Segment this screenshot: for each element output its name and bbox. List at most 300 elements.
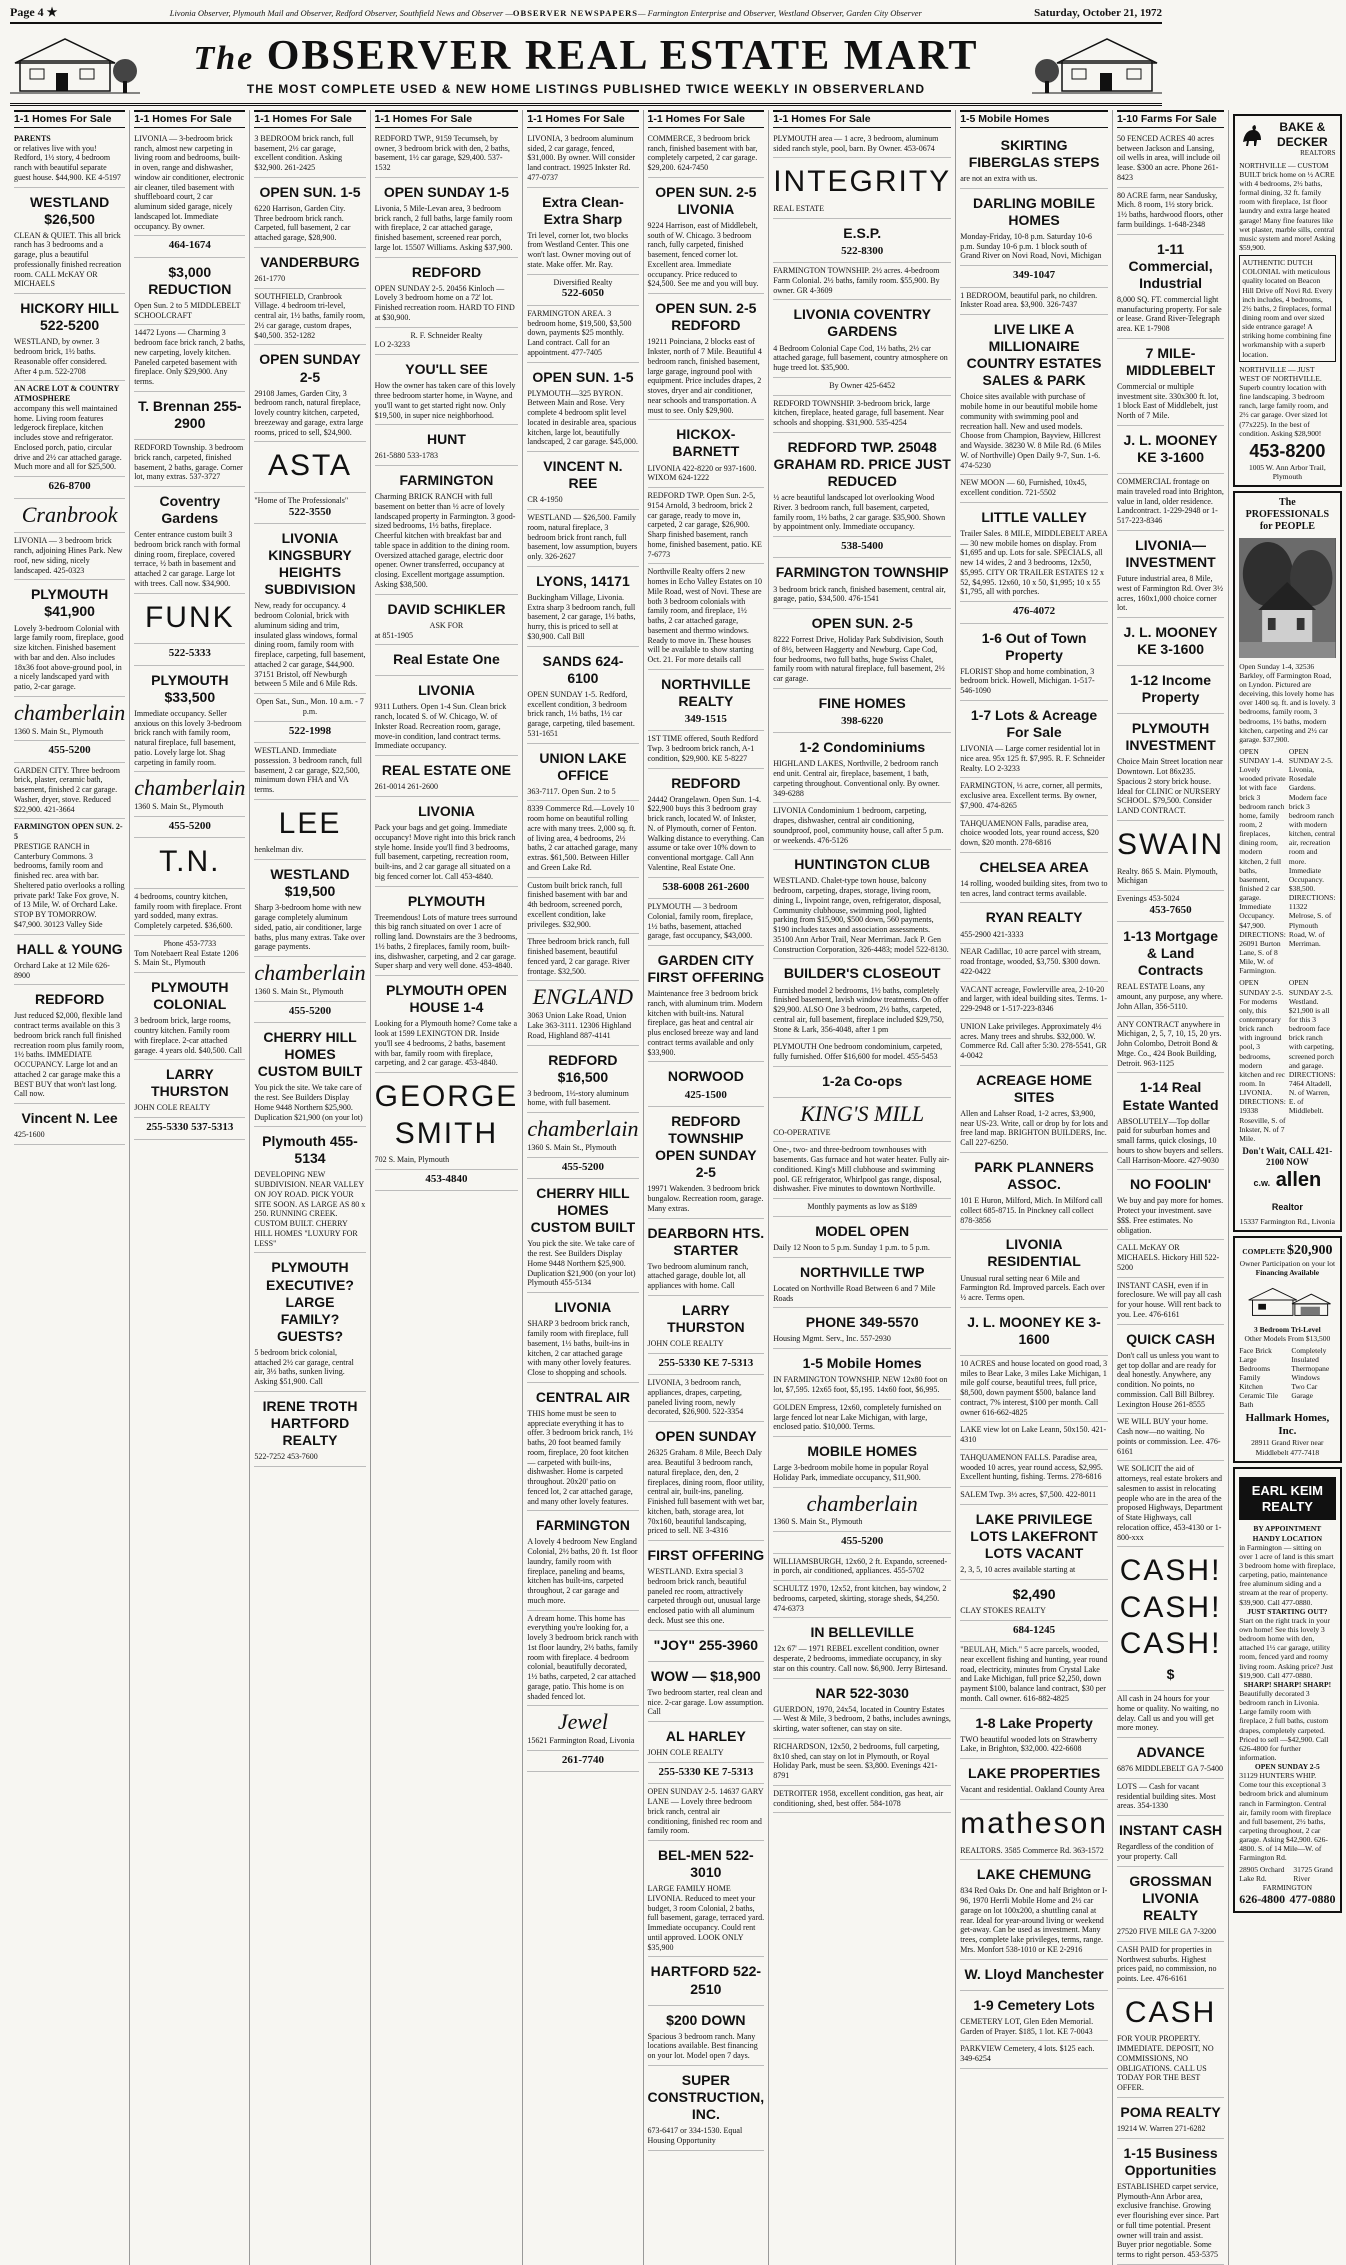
ad-body: WILLIAMSBURGH, 12x60, 2 ft. Expando, screened-in porch, air conditioned, appliances. 455-5702 [773, 1556, 948, 1576]
ad-headline: CHELSEA AREA [979, 858, 1089, 875]
classified-ad [527, 1706, 638, 1751]
ad-headline: DARLING MOBILE HOMES [973, 194, 1096, 228]
ad-heading: PARENTS [14, 133, 51, 143]
ad-body: 12x 67' — 1971 REBEL excellent condition, owner desperate, 2 bedrooms, immediate occupancy, in sky star on this country. Call now. $6,900. Jerry Birtesand. [773, 1644, 948, 1673]
ad-headline: CHERRY HILL HOMES CUSTOM BUILT [257, 1029, 363, 1080]
classified-ad [14, 741, 125, 762]
ad-body: Choice sites available with purchase of mobile home in our beautiful mobile home community with swimming pool and recreation hall. New and used models. Choose from Champion, Bayview, Hillcrest and Wayside. 38230 W. 8 Mile Rd. (6 Miles W. of Northville) Open Daily 9-7, Sun. 1-6. 474-5230 [960, 392, 1101, 470]
ad-body: 19214 W. Warren 271-6282 [1116, 2123, 1206, 2133]
classified-ad [960, 1019, 1108, 1066]
keim-heading-1: HANDY LOCATION [1252, 1533, 1323, 1543]
professionals-title: The PROFESSIONALS for PEOPLE [1245, 497, 1330, 533]
ad-list [773, 131, 951, 1814]
classified-ad [254, 289, 365, 346]
hallmark-address: 28911 Grand River near Middlebelt 477-7418 [1251, 1438, 1324, 1457]
ad-body: SOUTHFIELD, Cranbrook Village. 4 bedroom tri-level, central air, 1½ baths, family room, 2½ car garage, custom drapes, $40,500. 352-1282 [254, 291, 365, 340]
classified-ad [254, 800, 365, 860]
ad-body: GOLDEN Empress, 12x60, completely furnished on large fenced lot near Lake Michigan, with large, enclosed patio. $10,000. Terms. [773, 1402, 942, 1432]
ad-headline: Real Estate One [393, 651, 500, 668]
classified-ad [960, 1487, 1108, 1505]
ad-body: INSTANT CASH, even if in foreclosure. We will pay all cash for your house. Will rent back to you. Lee. 476-6161 [1116, 1280, 1222, 1319]
classified-ad [960, 475, 1108, 503]
ad-body: Trailer Sales. 8 MILE, MIDDLEBELT AREA — 30 new mobile homes on display. From $1,695 and up. Lots for sale. SPECIALS, all new 14 wides, 2 and 3 bedrooms, 12x50, $5,995. CITY OR TRAILER ESTATES 12 x 52, $4,995. 12x60, 10 x 50, $1,995; 10 x 55 $1,795, all with porches. [960, 528, 1108, 597]
classified-ad [773, 1739, 951, 1786]
ad-body: PLYMOUTH area — 1 acre, 3 bedroom, aluminum sided ranch style, pool, barn. By Owner. 453-0674 [773, 133, 939, 153]
ad-body: Treemendous! Lots of mature trees surround this big ranch situated on over 1 acre of rolling land. Downstairs are the 3 bedrooms, 1½ baths, 2 fireplaces, family room, built-ins, dishwasher, carpeting, and 2 car garage. Super sharp and very well done. 453-4840. [374, 912, 518, 971]
ad-headline: REDFORD [671, 774, 741, 791]
classified-ad [1117, 2139, 1224, 2265]
classified-ad [1117, 1017, 1224, 1074]
ad-headline: LIVONIA [418, 682, 475, 699]
ad-body: 2, 3, 5, 10 acres available starting at [960, 1565, 1076, 1575]
ad-body: henkelman div. [254, 845, 304, 855]
ad-body: 8222 Forrest Drive, Holiday Park Subdivision, South of 8½, between Haggerty and Newburg. Cape Cod, four bedrooms, two full baths, huge Swiss Chalet, family room with natural fireplace, full basement, 2½ car garage. [773, 635, 945, 684]
earl-keim-logo: EARL KEIM REALTY [1239, 1477, 1335, 1521]
ad-body: 261-1770 [254, 273, 286, 283]
classified-ad [648, 294, 765, 420]
keim-city: FARMINGTON [1262, 1882, 1313, 1892]
ad-logo-text: FUNK [144, 600, 235, 634]
ad-agency-name: KING'S MILL [800, 1100, 925, 1126]
ad-phone: 255-5330 KE 7-5313 [658, 1765, 754, 1778]
ad-body: PLYMOUTH One bedroom condominium, carpeted, fully furnished. Offer $16,600 for model. 455-5453 [773, 1042, 943, 1062]
classified-ad [1117, 922, 1224, 1016]
ad-body: Two bedroom aluminum ranch, attached garage, double lot, all appliances with home. Call [647, 1261, 749, 1291]
ad-headline: NAR 522-3030 [815, 1684, 909, 1701]
classified-ad [773, 1679, 951, 1739]
classified-ad [254, 131, 365, 178]
ad-body: SALEM Twp. 3½ acres, $7,500. 422-8011 [960, 1490, 1097, 1500]
ad-body: LIVONIA — 3 bedroom brick ranch, adjoining Hines Park. New roof, new siding, nicely landscaped. 425-0323 [14, 536, 123, 575]
ad-body: Furnished model 2 bedrooms, 1½ baths, completely finished basement, lavish window treatments. On offer $29,900. ALSO One 3 bedroom, 2½ baths, carpeted, central air, full basement, fireplace included $29,750, Stone & Lark, 356-4048, after 1 pm [773, 985, 949, 1034]
ad-body: REDFORD TOWNSHIP. 3-bedroom brick, large kitchen, fireplace, heated garage, full basement. Near schools and shopping. $31,900. 535-4254 [773, 398, 944, 428]
ad-body: Large 3-bedroom mobile home in popular Royal Holiday Park, immediate occupancy, $11,900. [773, 1463, 929, 1482]
ad-body: Orchard Lake at 12 Mile 626-8900 [14, 960, 110, 980]
ad-body: LO 2-3233 [374, 340, 410, 350]
classified-ad [254, 1023, 365, 1127]
ad-body: Tom Notebaert Real Estate 1206 S. Main St., Plymouth [134, 948, 239, 968]
ad-body: or relatives live with you! Redford, 1½ story, 4 bedroom ranch with beautiful separate guest house. $44,900. KE 4-5197 [14, 143, 121, 182]
classified-ad [648, 1631, 765, 1662]
ad-logo-text: T.N. [159, 845, 221, 879]
ad-heading: AN ACRE LOT & COUNTRY ATMOSPHERE [14, 384, 120, 404]
classified-ad [773, 609, 951, 689]
ad-body: REALTORS. 3585 Commerce Rd. 363-1572 [960, 1845, 1104, 1855]
ad-phone: 464-1674 [168, 239, 211, 252]
ad-body: SHARP 3 bedroom brick ranch, family room with fireplace, full basement, 1½ baths, built-ins in kitchen, 2 car attached garage with many other lovely features. Close to shopping and schools. [527, 1319, 632, 1378]
classified-ad [134, 131, 245, 237]
classified-ad [134, 1118, 245, 1139]
classified-ad [134, 644, 245, 665]
classified-ad [773, 1554, 951, 1582]
ad-body: are not an extra with us. [960, 173, 1038, 183]
paper-names: Livonia Observer, Plymouth Mail and Observer, Redford Observer, Southfield News and Observer —OBSERVER NEWSPAPERS— Farmington Enterprise and Observer, Westland Observer, Garden City Observer [169, 7, 922, 18]
classified-ad [648, 420, 765, 488]
ad-body: NEW MOON — 60, Furnished, 10x45, excellent condition. 721-5502 [960, 478, 1087, 498]
classified-ad [254, 178, 365, 248]
classified-ad [773, 1532, 951, 1553]
classified-ad [648, 731, 765, 768]
ad-headline: HICKORY HILL 522-5200 [20, 300, 119, 334]
classified-ad [527, 567, 638, 647]
keim-phone-1: 626-4800 [1239, 1892, 1286, 1907]
ad-body: 1360 S. Main St., Plymouth [773, 1517, 863, 1527]
ad-headline: LAKE PRIVILEGE LOTS LAKEFRONT LOTS VACANT [970, 1510, 1098, 1562]
classified-ad [960, 1580, 1108, 1621]
ad-phone: 455-5200 [168, 819, 211, 832]
ad-body: Choice Main Street location near Downtown. Lot 86x235. Spacious 2 story brick house. Ideal for CLINIC or NURSERY SCHOOL. $79,500. Consider LAND CONTRACT. [1116, 757, 1223, 816]
ad-body: A dream home. This home has everything you're looking for, a lovely 3 bedroom brick ranch with 1st floor laundry, 2½ baths, family room with fireplace. 4 bedroom colonial, beautifully decorated, 1½ baths, carpeted, 2 car attached garage, patio. This home is on shaded fenced lot. [527, 1613, 639, 1701]
classified-ad [773, 433, 951, 537]
classified-ad [254, 694, 365, 722]
classified-ad [254, 248, 365, 289]
feature-item: Face Brick [1239, 1345, 1272, 1355]
classified-ad [1117, 1867, 1224, 1942]
ad-body: LIVONIA, 3 bedroom aluminum sided, 2 car garage, fenced, $31,000. By owner. Will consider land contract. 19925 Inkster Rd. 477-0737 [527, 133, 636, 182]
ad-body: UNION Lake privileges. Approximately 4½ acres. Many trees and shrubs. $32,000. W. Commerce Rd. Call after 5:30. 278-5541, GR 4-0042 [960, 1021, 1107, 1061]
professionals-listing-3: OPEN SUNDAY 2-5. For moderns only, this contemporary brick ranch with inground pool, 3 bedrooms, modern kitchen and rec room. In LIVONIA. DIRECTIONS: 19338 Roseville, S. of Inkster, N. of 7 Mile. [1239, 978, 1286, 1143]
ad-body: TAHQUAMENON FALLS. Paradise area, wooded 10 acres, year round access, $2,995. Excellent hunting, fishing. Terms. 278-6816 [960, 1452, 1103, 1482]
classified-ad [960, 1860, 1108, 1959]
classified-ad [960, 266, 1108, 287]
ad-body: WE WILL BUY your home. Cash now—no waiting. No points or commission. Lee. 476-6161 [1116, 1417, 1221, 1456]
ad-body: 363-7117. Open Sun. 2 to 5 [527, 786, 616, 796]
classified-ad [527, 510, 638, 567]
ad-body: ABSOLUTELY—Top dollar paid for suburban homes and small farms, quick closings, 10 hours to show buyers and sellers. Call Harrison-Moore. 427-9030 [1116, 1116, 1224, 1165]
classified-ad [375, 797, 519, 887]
ad-headline: NORWOOD [667, 1068, 744, 1085]
ad-list [375, 131, 519, 1192]
classified-ad [648, 1722, 765, 1763]
classified-ad [773, 1581, 951, 1618]
ad-headline: FARMINGTON [399, 472, 494, 489]
ad-body: CR 4-1950 [527, 495, 563, 505]
classified-ad [14, 477, 125, 498]
ad-body: Charming BRICK RANCH with full basement on better than ½ acre of lovely landscaped property in Farmington. 3 good-sized bedrooms, 1½ baths, fireplace. Cheerful kitchen with breakfast bar and table space in addition to the dining room. Oversized attached garage, electric door opener. Owner transferred, occupancy at closing. Excellent mortgage assumption. Asking $38,500. [374, 492, 516, 589]
ad-body: Evenings 453-5024 [1116, 894, 1180, 904]
ad-headline: $ [1166, 1666, 1175, 1683]
ad-body: LOTS — Cash for vacant residential building sites. Most areas. 354-1330 [1116, 1781, 1216, 1811]
ad-phone: 538-5400 [841, 540, 884, 553]
classified-ad [648, 878, 765, 899]
classified-ad [1117, 1779, 1224, 1816]
ad-headline: LARRY THURSTON [151, 1066, 229, 1100]
ad-phone: 522-6050 [561, 287, 604, 300]
ad-body: 5 bedroom brick colonial, attached 2½ car garage, central air, 3½ baths, sunken living. Asking $51,900. Call [254, 1347, 354, 1387]
ad-body: CLAY STOKES REALTY [960, 1605, 1046, 1615]
keim-text-2: Start on the right track in your own home! See this lovely 3 bedroom home with den, attached 1½ car garage, utility room, fenced yard and roomy living room. Asking price? Just $19,900. Call 477-0880. [1239, 1615, 1334, 1680]
classified-ad [773, 300, 951, 377]
classified-ad [375, 595, 519, 646]
masthead [10, 24, 1162, 106]
ad-headline: OPEN SUN. 2-5 LIVONIA [655, 183, 757, 217]
bake-phone: 453-8200 [1249, 440, 1326, 461]
ad-phone: 349-1515 [684, 712, 727, 725]
ad-phone: 255-5330 KE 7-5313 [658, 1356, 754, 1369]
classified-ad [527, 1511, 638, 1610]
ad-headline: 1-9 Cemetery Lots [973, 1996, 1095, 2013]
classified-ad [254, 722, 365, 743]
classified-ad [773, 1039, 951, 1067]
classified-ad [648, 2066, 765, 2151]
ad-centered-text: Open Sat., Sun., Mon. 10 a.m. - 7 p.m. [256, 697, 364, 716]
bake-ad-3: NORTHVILLE — JUST WEST OF NORTHVILLE. Superb country location with fine landscaping. 3 bedroom ranch, large family room, and 2½ car garage. Over sized lot (77x225). In the best of condition. Asking $28,900! [1239, 364, 1329, 438]
ad-agency-name: chamberlain [527, 1116, 639, 1142]
ad-body: Located on Northville Road Between 6 and 7 Mile Roads [773, 1283, 936, 1303]
ad-agency-name: chamberlain [14, 699, 126, 725]
ad-list [134, 131, 245, 1140]
classified-ad [773, 1258, 951, 1309]
classified-ad [375, 1170, 519, 1191]
ad-headline: ACREAGE HOME SITES [976, 1071, 1093, 1105]
ad-body: DEVELOPING NEW SUBDIVISION. NEAR VALLEY ON JOY ROAD. PICK YOUR SITE SOON. AS LARGE AS 80 x 250. RUNNING CREEK. CUSTOM BUILT. CHERRY HILL HOMES "LUXURY FOR LESS" [254, 1170, 366, 1248]
ad-headline: HUNT [427, 431, 466, 448]
classified-ad [1117, 1989, 1224, 2098]
column-6 [644, 110, 770, 2265]
classified-ad [527, 306, 638, 363]
ad-body: 1360 S. Main St., Plymouth [14, 726, 104, 736]
ad-body: Custom built brick ranch, full finished basement with bar and 4th bedroom, screened porch, excellent condition, lake privileges. $32,900. [527, 880, 628, 929]
classified-ad [960, 1505, 1108, 1580]
ad-body: WESTLAND. Immediate possession. 3 bedroom ranch, full basement, 2 car garage, $22,500, minimum down FHA and VA terms. [254, 746, 362, 795]
classified-ad [1117, 339, 1224, 426]
ad-headline: NORTHVILLE TWP [799, 1263, 925, 1280]
ad-body: IN FARMINGTON TOWNSHIP. NEW 12x80 foot on lot, $7,595. 12x65 foot, $5,195. 14x60 foot, $6,995. [773, 1375, 948, 1395]
ad-body: You pick the site. We take care of the rest. See Builders Display Home 9448 Northern $25,900. Duplication $21,900 (on your lot) [254, 1083, 363, 1122]
classified-ad [773, 1067, 951, 1098]
hallmark-other-models: Other Models From $13,500 [1244, 1334, 1331, 1344]
ad-body: 15621 Farmington Road, Livonia [527, 1736, 635, 1746]
ad-body: LIVONIA 422-8220 or 937-1600. WIXOM 624-1222 [647, 463, 757, 483]
classified-ad [960, 982, 1108, 1019]
ad-headline: LAKE CHEMUNG [976, 1866, 1092, 1883]
ad-agency-name: chamberlain [134, 775, 246, 801]
ad-headline: LIVONIA RESIDENTIAL [987, 1236, 1081, 1270]
ad-headline: VANDERBURG [260, 253, 360, 270]
ad-body: 3 bedroom brick, large rooms, country kitchen. Family room with fireplace. 2-car attached garage. 4 years old. $40,500. Call [134, 1016, 242, 1055]
classified-ad [960, 1800, 1108, 1860]
classified-columns [10, 110, 1336, 2260]
classified-ad [648, 1354, 765, 1375]
ad-body: 3 bedroom brick ranch, finished basement, central air, garage, patio, $34,500. 476-1541 [773, 584, 946, 604]
ad-headline: MODEL OPEN [815, 1222, 910, 1239]
classified-ad [254, 1253, 365, 1391]
ad-body: Buckingham Village, Livonia. Extra sharp 3 bedroom ranch, full basement, 2 car garage, 1½ baths, hurry, this is priced to sell at $30,900. Call Bill [527, 592, 636, 641]
ad-headline: NO FOOLIN' [1130, 1176, 1212, 1193]
ad-headline: IRENE TROTH HARTFORD REALTY [262, 1397, 358, 1448]
classified-ad [527, 744, 638, 802]
ad-headline: E.S.P. [843, 224, 882, 241]
classified-ad [648, 1841, 765, 1957]
classified-ad [375, 887, 519, 977]
ad-headline: J. L. MOONEY KE 3-1600 [1123, 431, 1218, 466]
classified-ad [648, 1422, 765, 1541]
classified-ad [14, 131, 125, 188]
classified-ad [960, 1066, 1108, 1153]
ad-body: PRESTIGE RANCH in Canterbury Commons. 3 bedrooms, family room and finished rec. area with bar. Sheltered patio overlooks a rolling private park! Take Fox grove, N. of 13 Mile, W. of Orchard Lake. STOP BY TOMORROW. $47,900. 30123 Valley Side [14, 841, 125, 929]
ad-body: 101 E Huron, Milford, Mich. In Milford call collect 685-8715. In Pinckney call collect 878-3856 [960, 1196, 1103, 1225]
bake-address: 1005 W. Ann Arbor Trail, Plymouth [1249, 462, 1326, 481]
ad-body: JOHN COLE REALTY [647, 1748, 724, 1758]
ad-body: SCHULTZ 1970, 12x52, front kitchen, bay window, 2 bedrooms, carpeted, skirting, storage sheds, $4,250. 474-6373 [773, 1584, 947, 1613]
ad-body: Three bedroom brick ranch, full finished basement, beautiful fenced yard, 2 car garage. River frontage. $32,500. [527, 937, 630, 976]
ad-headline: 1-14 Real Estate Wanted [1122, 1079, 1219, 1113]
classified-ad [1117, 1278, 1224, 1325]
ad-headline: FARMINGTON [535, 1517, 630, 1534]
ad-headline: 1-7 Lots & Acreage For Sale [970, 706, 1098, 741]
classified-ad [960, 816, 1108, 853]
ad-body: OPEN SUNDAY 1-5. Redford, excellent condition, 3 bedroom brick ranch, 1½ baths, 1½ car garage, carpeting, tiled basement. 531-1651 [527, 689, 635, 738]
ad-body: 1360 S. Main St., Plymouth [134, 802, 224, 812]
classified-ad [773, 1437, 951, 1488]
ad-headline: OPEN SUNDAY [655, 1428, 757, 1445]
classified-ad [134, 666, 245, 773]
classified-ad [960, 1356, 1108, 1423]
ad-body: LIVONIA, 3 bedroom ranch, appliances, drapes, carpeting, paneled living room, newly decorated, $26,900. 522-3354 [647, 1378, 744, 1417]
ad-body: Pack your bags and get going. Immediate occupancy! Move right into this brick ranch style home. Inside you'll find 3 bedrooms, full basement, carpeting, recreation room, built-ins, and 2 car garage all situated on a big fenced corner lot. Call 453-4840. [374, 823, 516, 881]
ad-body: Center entrance custom built 3 bedroom brick ranch with formal dining room, fireplace, covered terrace, ½ bath in basement and attached 2 car garage. Large lot with trees. Call now. $34,900. [134, 530, 241, 588]
classified-ad [1117, 1414, 1224, 1461]
classified-ad [375, 178, 519, 258]
classified-ad [1117, 821, 1224, 891]
classified-ad [1117, 235, 1224, 339]
ad-headline: PLYMOUTH $41,900 [30, 586, 109, 620]
classified-ad [1117, 1073, 1224, 1170]
classified-ad [960, 1450, 1108, 1487]
feature-item: Thermopane Windows [1291, 1363, 1330, 1383]
classified-ad [773, 1217, 951, 1258]
ad-body: 9311 Luthers. Open 1-4 Sun. Clean brick ranch, located S. of W. Chicago, W. of Inkster Road. Recreation room, garage, move-in condition, land contract terms. Immediate occupancy. [374, 702, 507, 751]
ad-headline: UNION LAKE OFFICE [539, 749, 627, 783]
ad-body: 702 S. Main, Plymouth [374, 1155, 450, 1165]
classified-ad [1117, 1170, 1224, 1240]
ad-phone: 684-1245 [1012, 1623, 1056, 1636]
column-5 [523, 110, 643, 2265]
column-8 [956, 110, 1113, 2265]
classified-ad [773, 1786, 951, 1814]
house-photo [1239, 538, 1335, 658]
ad-headline: $200 DOWN [666, 2011, 746, 2028]
classified-ad [960, 503, 1108, 602]
ad-headline: J. L. MOONEY KE 3-1600 [967, 1313, 1101, 1347]
ad-headline: J. L. MOONEY KE 3-1600 [1123, 624, 1218, 658]
ad-headline: DEARBORN HTS. STARTER [647, 1224, 765, 1258]
ad-body: LIVONIA — Large corner residential lot in nice area. 95x 125 ft. $7,995. R. F. Schneider Realty. LO 2-3233 [960, 744, 1105, 773]
ad-body: Daily 12 Noon to 5 p.m. Sunday 1 p.m. to 5 p.m. [773, 1243, 930, 1253]
classified-ad [134, 392, 245, 440]
section-heading: 1-1 Homes For Sale [773, 110, 951, 128]
tri-level-house-drawing [1239, 1277, 1335, 1323]
ad-headline: HUNTINGTON CLUB [794, 856, 931, 873]
classified-ad [648, 769, 765, 878]
classified-ad [1117, 1547, 1224, 1691]
ad-body: 261-0014 261-2600 [374, 782, 438, 792]
ad-phone: 255-5330 537-5313 [146, 1121, 234, 1134]
ad-body: FARMINGTON AREA. 3 bedroom home, $19,500, $3,500 down, payments $25 monthly. Land contract. Call for an appointment. 477-7405 [527, 308, 632, 357]
ad-centered-text: Monthly payments as low as $189 [807, 1202, 917, 1212]
ad-body: CEMETERY LOT, Glen Eden Memorial. Garden of Prayer. $185, 1 lot. KE 7-0043 [960, 2016, 1094, 2036]
classified-ad [1117, 426, 1224, 474]
classified-ad [14, 985, 125, 1104]
ad-body: We buy and pay more for homes. Protect your investment. save $$$. Free estimates. No obligation. [1116, 1196, 1224, 1235]
ad-headline: LARRY THURSTON [667, 1301, 745, 1335]
ad-headline: WESTLAND $19,500 [270, 866, 350, 900]
classified-ad [773, 689, 951, 733]
classified-ad [375, 645, 519, 676]
ad-headline: $2,490 [1012, 1585, 1056, 1602]
classified-ad [14, 580, 125, 696]
section-heading: 1-1 Homes For Sale [375, 110, 519, 128]
classified-ad [375, 1073, 519, 1170]
ad-headline: FINE HOMES [818, 694, 906, 711]
column-9 [1113, 110, 1229, 2265]
ad-body: GUERDON, 1970, 24x54, located in Country Estates — West & Mile, 3 bedroom, 2 baths, includes awnings, skirting, water softener, can stay on site. [773, 1704, 951, 1734]
ad-headline: 7 MILE-MIDDLEBELT [1125, 344, 1216, 378]
ad-body: 673-6417 or 334-1530. Equal Housing Opportunity [647, 2126, 743, 2145]
feature-item: Large Bedrooms [1239, 1354, 1271, 1373]
ad-body: 4 Bedroom Colonial Cape Cod, 1½ baths, 2½ car attached garage, full basement, country atmosphere on huge treed lot. $35,900. [773, 343, 948, 373]
ad-headline: $3,000 REDUCTION [148, 263, 232, 297]
bake-decker-ad [1233, 114, 1341, 487]
classified-ad [773, 733, 951, 803]
keim-address-1: 28905 Orchard Lake Rd. [1239, 1864, 1285, 1883]
keim-heading-2: JUST STARTING OUT? [1247, 1606, 1328, 1616]
ad-body: REAL ESTATE [773, 203, 825, 213]
ad-body: 834 Red Oaks Dr. One and half Brighton or I-96, 1970 Herrli Mobile Home and 2½ car garage on lot 100x200, a shuttling canal at rear. Ideal for year-around living or weekend get-away. Can be used as investment. Many trees, complete lake privileges, terms, range. Mrs. Monfort 538-1010 or KE 2-2916 [960, 1886, 1108, 1954]
ad-body: CALL McKAY OR MICHAELS. Hickory Hill 522-5200 [1116, 1243, 1220, 1272]
ad-body: Regardless of the condition of your property. Call [1116, 1842, 1214, 1862]
ad-headline: 1-13 Mortgage & Land Contracts [1123, 928, 1219, 979]
classified-ad [648, 1763, 765, 1784]
bake-ad-1: NORTHVILLE — CUSTOM BUILT brick home on ½ ACRE with 4 bedrooms, 2½ baths, formal dining, 32 ft. family room with fireplace, 1st floor laundry and extra large heated garage! Many fine features like wet plaster, marble sills, central music system and more! Asking $59,900. [1239, 160, 1336, 253]
classified-ad [648, 131, 765, 178]
ad-list [648, 131, 765, 2151]
feature-item: Two Car Garage [1291, 1382, 1318, 1401]
classified-ad [14, 499, 125, 534]
keim-heading-4: OPEN SUNDAY 2-5 [1254, 1762, 1320, 1772]
classified-ad [134, 440, 245, 487]
ad-headline: OPEN SUN. 2-5 [811, 615, 913, 631]
masthead-title: The OBSERVER REAL ESTATE MART [193, 32, 979, 79]
classified-ad [1117, 666, 1224, 714]
classified-ad [960, 853, 1108, 904]
ad-headline: LITTLE VALLEY [981, 508, 1087, 525]
ad-body: 8,000 SQ. FT. commercial light manufacturing property. For sale or lease. Grand River-Telegraph area. KE 1-7908 [1116, 294, 1222, 334]
classified-ad [648, 1784, 765, 1841]
ad-body: 522-7252 453-7600 [254, 1452, 318, 1462]
ad-body: How the owner has taken care of this lovely three bedroom starter home, in Wayne, and you'll want to get started right now. Only $19,500, in super nice neighborhood. [374, 381, 516, 420]
classified-ad [134, 817, 245, 838]
classified-ad [773, 850, 951, 959]
ad-headline: GROSSMAN LIVONIA REALTY [1129, 1872, 1212, 1923]
ad-centered-text: R. F. Schneider Realty [410, 330, 483, 340]
section-heading: 1-1 Homes For Sale [14, 110, 125, 128]
classified-ad [1117, 1942, 1224, 1989]
classified-ad [134, 594, 245, 645]
ad-body: PLYMOUTH—325 BYRON. Between Main and Rose. Very complete 4 bedroom split level located in desirable area, spacious kitchen, large lot, beautifully landscaped, 2 car garage. $45,000. [527, 388, 638, 447]
ad-body: REDFORD TWP. Open Sun. 2-5, 9154 Arnold, 3 bedroom, brick 2 car garage, ready to move in, carpeted, 2 car garage, $26,900. Sharp finished basement, ranch home, finished basement, patio. KE 7-6773 [647, 491, 762, 559]
classified-ad [1117, 1816, 1224, 1867]
ad-body: LAKE view lot on Lake Leann, 50x150. 421-4310 [960, 1425, 1107, 1445]
keim-text-1: in Farmington — sitting on over 1 acre of land is this smart 3 bedroom home with fireplace, carpeting, patio, maintenance free aluminum siding and a stream at the rear of property. $39,900. Call 477-0880. [1239, 1542, 1336, 1607]
classified-ad [375, 355, 519, 425]
ad-headline: MOBILE HOMES [807, 1443, 918, 1460]
feature-item: Family Kitchen [1239, 1373, 1263, 1392]
classified-ad [960, 1308, 1108, 1356]
column-10-display-ads [1229, 110, 1345, 2265]
classified-ad [960, 1991, 1108, 2042]
ad-body: LIVONIA Condominium 1 bedroom, carpeting, drapes, dishwasher, central air conditioning, soundproof, pool, community house, call after 5 p.m. or weekends. 476-5126 [773, 806, 944, 845]
